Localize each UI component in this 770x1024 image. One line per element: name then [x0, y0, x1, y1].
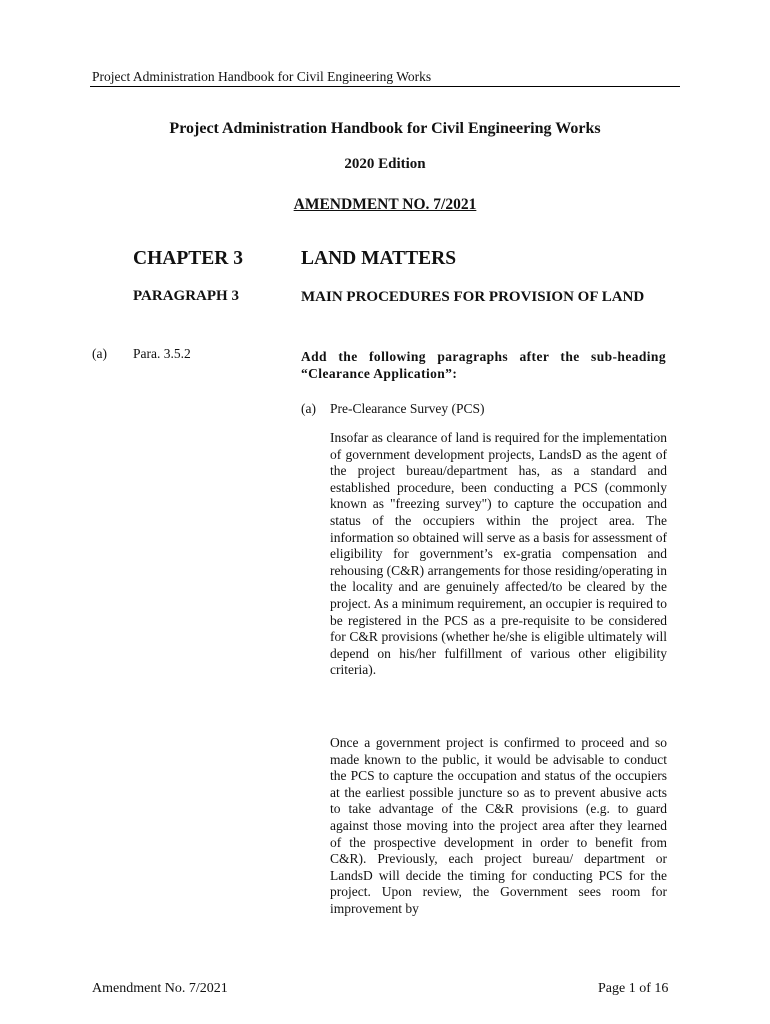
item-letter: (a) [92, 346, 107, 361]
footer-amendment: Amendment No. 7/2021 [92, 981, 228, 996]
body-paragraph-1: Insofar as clearance of land is required for the implementation of government development projects, LandsD as the agent of the project bureau/department has, as a standard and established procedure, been conducting a PCS (commonly known as "freezing survey") to capture the occupation and status of the occupiers within the project area. The information so obtained will serve as a basis for assessment of eligibility for government’s ex-gratia compensation and rehousing (C&R) arrangements for those residing/operating in the locality and are genuinely affected/to be cleared by the project. As a minimum requirement, an occupier is required to be registered in the PCS as a pre-requisite to be considered for C&R provisions (whether he/she is eligible ultimately will depend on his/her fulfillment of various other eligibility criteria). [330, 430, 667, 678]
header-rule [90, 86, 680, 87]
item-reference: Para. 3.5.2 [133, 346, 191, 361]
subsection-letter: (a) [301, 401, 316, 416]
document-title: Project Administration Handbook for Civil Engineering Works [169, 120, 601, 137]
paragraph-title: MAIN PROCEDURES FOR PROVISION OF LAND [301, 289, 645, 305]
amendment-instruction: Add the following paragraphs after the sub-heading “Clearance Application”: [301, 349, 666, 381]
subsection-title: Pre-Clearance Survey (PCS) [330, 401, 485, 416]
footer-page-number: Page 1 of 16 [598, 981, 669, 996]
edition-label: 2020 Edition [344, 156, 426, 172]
chapter-number: CHAPTER 3 [133, 248, 243, 269]
amendment-heading: AMENDMENT NO. 7/2021 [293, 196, 477, 213]
running-header: Project Administration Handbook for Civil Engineering Works [92, 69, 432, 84]
chapter-title: LAND MATTERS [301, 248, 457, 269]
paragraph-number: PARAGRAPH 3 [133, 288, 239, 304]
body-paragraph-2: Once a government project is confirmed to proceed and so made known to the public, it would be advisable to conduct the PCS to capture the occupation and status of the occupiers at the earliest possible juncture so as to prevent abusive acts to take advantage of the C&R provisions (e.g. to guard against those moving into the project area after they learned of the prospective development in order to benefit from C&R). Previously, each project bureau/ department or LandsD will decide the timing for conducting PCS for the project. Upon review, the Government sees room for improvement by [330, 735, 667, 916]
